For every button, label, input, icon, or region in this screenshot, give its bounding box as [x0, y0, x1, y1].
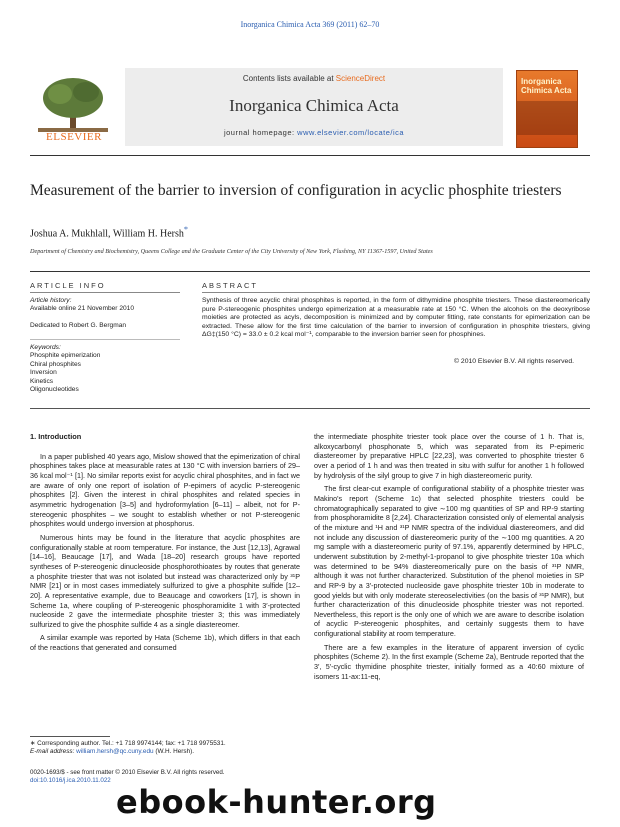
issn-line: 0020-1693/$ - see front matter © 2010 Elsevier B.V. All rights reserved.: [30, 769, 225, 776]
keyword: Inversion: [30, 369, 57, 377]
paragraph: Numerous hints may be found in the literature that acyclic phosphites are configurationally stable at room temperature. For instance, the Just [12,13], Agrawal [14–16], Beaucage [17], and Wada [18–20] research groups have reported syntheses of P-stereogenic dinucleoside phosphorothioates by routes that generate a phosphite triester that was not isolated but instead was characterized only by ³¹P NMR [21] or in most cases immediately sulfurized to give a phosphite sulfide [12–20]. A representative example, due to Beaucage and coworkers [17], is shown in Scheme 1a, where coupling of P-stereogenic phosphoramidite 1 with 3′-protected nucleoside 2 gave the intermediate phosphite triester 3; this was immediately sulfurized to give the phosphite sulfide 4 as a single diastereomer.: [30, 532, 300, 629]
history-value: Available online 21 November 2010: [30, 305, 134, 313]
abstract-text: Synthesis of three acyclic chiral phosphites is reported, in the form of dithymidine phosphite triesters. These diastereomerically pure P-stereogenic phosphites undergo epimerization at a measurable rate at 150 °C. When the alcohols on the deoxyribose moieties are protected as acyls, decomposition is minimized and by computer fitting, rate constants for epimerization can be extracted. These allow for the first time calculation of the barrier to inversion of configuration in phosphite triesters, giving ΔG‡(150 °C) = 33.0 ± 0.2 kcal mol⁻¹, comparable to the inversion barrier seen for phosphines.: [202, 297, 590, 339]
body-rule: [30, 408, 590, 409]
header-rule: [30, 155, 590, 156]
abstract-copyright: © 2010 Elsevier B.V. All rights reserved.: [454, 358, 574, 365]
cover-band: [517, 101, 577, 135]
homepage-prefix: journal homepage:: [223, 128, 298, 137]
dedication: Dedicated to Robert G. Bergman: [30, 322, 127, 329]
keyword: Oligonucleotides: [30, 386, 79, 394]
paragraph: A similar example was reported by Hata (Scheme 1b), which differs in that each of the reactions that generated and consumed: [30, 633, 300, 653]
keyword: Chiral phosphites: [30, 360, 81, 368]
contents-line: [125, 74, 503, 83]
elsevier-wordmark: ELSEVIER: [46, 131, 102, 143]
watermark: ebook-hunter.org: [116, 783, 437, 821]
journal-cover-image: [516, 70, 578, 148]
abstract-divider: [202, 292, 590, 293]
paragraph: The first clear-cut example of configurational stability of a phosphite triester was Makino's report (Scheme 1c) that selected phosphite triesters could be chromatographically separated to give ∼100 mg quantities of SP and RP-9 starting from phosphoramidite 8 [2,24]. Characterization consisted only of elemental analysis of the mixture and ¹H and ³¹P NMR spectra of the individual diastereomers, and did not include any discussion of diastereomeric purity of the ∼100 mg quantities. A 20 mg sample with a diastereomeric purity of 97.1%, apparently determined by HPLC, underwent substitution by 2-methyl-1-propanol to give phosphite triester 10a which was determined to be 94% diastereomerically pure on the basis of ³¹P NMR, although it was not further characterized. Substitution of the phenol moieties in SP and RP-9 by a 3′-protected nucleoside gave phosphite triester 10b in moderate to good yields but with only moderate stereoselectivities (on the basis of ³¹P NMR), but further characterization of this dinucleoside phosphite triester was not reported. Nevertheless, this report is the only one of which we are aware to describe isolation of acyclic P-stereogenic phosphites, and certainly suggests them to have configurational stability at room temperature.: [314, 484, 584, 639]
banner-center: [125, 68, 503, 146]
history-label: Article history:: [30, 297, 72, 304]
email-label: E-mail address:: [30, 748, 77, 755]
cover-title: Inorganica Chimica Acta: [521, 77, 572, 95]
paragraph: the intermediate phosphite triester took place over the course of 1 h. That is, alkoxycarbonyl phosphonate 5, which was separated from its P-epimeric diastereomer by preparative HPLC [22,23], was converted to phosphite triester 6 over a period of 1 h and was then treated in situ with sulfur for another 1 h followed by hydrolysis of the silyl group to give 7 in high diastereomeric purity.: [314, 432, 584, 480]
footnote-rule: [30, 736, 110, 737]
journal-title: Inorganica Chimica Acta: [229, 96, 399, 115]
journal-banner: [30, 68, 590, 146]
body-right-column: [314, 432, 584, 685]
authors: Joshua A. Mukhlall, William H. Hersh: [30, 228, 184, 240]
keywords-divider: [30, 339, 180, 340]
keyword: Kinetics: [30, 377, 54, 385]
author-list: [30, 225, 188, 239]
email-suffix: (W.H. Hersh).: [153, 748, 195, 755]
journal-citation[interactable]: Inorganica Chimica Acta 369 (2011) 62–70: [240, 20, 380, 29]
keyword: Phosphite epimerization: [30, 352, 101, 360]
article-history: [30, 297, 180, 314]
corresponding-author-mark[interactable]: *: [183, 225, 189, 234]
body-left-column: [30, 432, 300, 657]
journal-homepage: [125, 128, 503, 137]
sciencedirect-link[interactable]: ScienceDirect: [335, 74, 386, 83]
corresponding-note: ∗ Corresponding author. Tel.: +1 718 9974144; fax: +1 718 9975531.: [30, 740, 226, 747]
abstract-heading: ABSTRACT: [202, 281, 259, 290]
homepage-link[interactable]: www.elsevier.com/locate/ica: [297, 128, 405, 137]
keywords-label: Keywords:: [30, 344, 61, 351]
section-heading: 1. Introduction: [30, 432, 82, 441]
article-info-heading: ARTICLE INFO: [30, 281, 106, 290]
article-title: Measurement of the barrier to inversion of configuration in acyclic phosphite triesters: [30, 182, 562, 199]
footnote: [30, 740, 300, 756]
keywords-block: [30, 344, 180, 394]
affiliation-rule: [30, 271, 590, 272]
paragraph: There are a few examples in the literature of apparent inversion of cyclic phosphites (Scheme 2). In the first example (Scheme 2a), Bentrude reported that the 3′, 5′-cyclic thymidine phosphite triester, initially formed as a 40:60 mixture of isomers 11-ax:11-eq,: [314, 642, 584, 681]
email-link[interactable]: william.hersh@qc.cuny.edu: [76, 748, 154, 755]
affiliation: Department of Chemistry and Biochemistry, Queens College and the Graduate Center of the City University of New York, Flushing, NY 11367-1597, United States: [30, 248, 433, 255]
email-line: [30, 748, 300, 756]
contents-prefix: Contents lists available at: [242, 74, 336, 83]
doi-link[interactable]: doi:10.1016/j.ica.2010.11.022: [30, 776, 111, 784]
info-divider: [30, 292, 180, 293]
paragraph: In a paper published 40 years ago, Mislow showed that the epimerization of chiral phosphines takes place at measurable rates at 130 °C with inversion barriers of 29–36 kcal mol⁻¹ [1]. No similar reports exist for acyclic chiral phosphites, and in fact we are aware of only one report of isolation of P-epimers of acyclic P-stereogenic phosphites [2]. Given the interest in chiral phosphites and related species in asymmetric hydrogenation [3–5] and hydroformylation [6–11] – albeit, not for P-stereogenic phosphites – we sought to establish whether or not P-stereogenic phosphites would undergo inversion at phosphorus.: [30, 451, 300, 529]
